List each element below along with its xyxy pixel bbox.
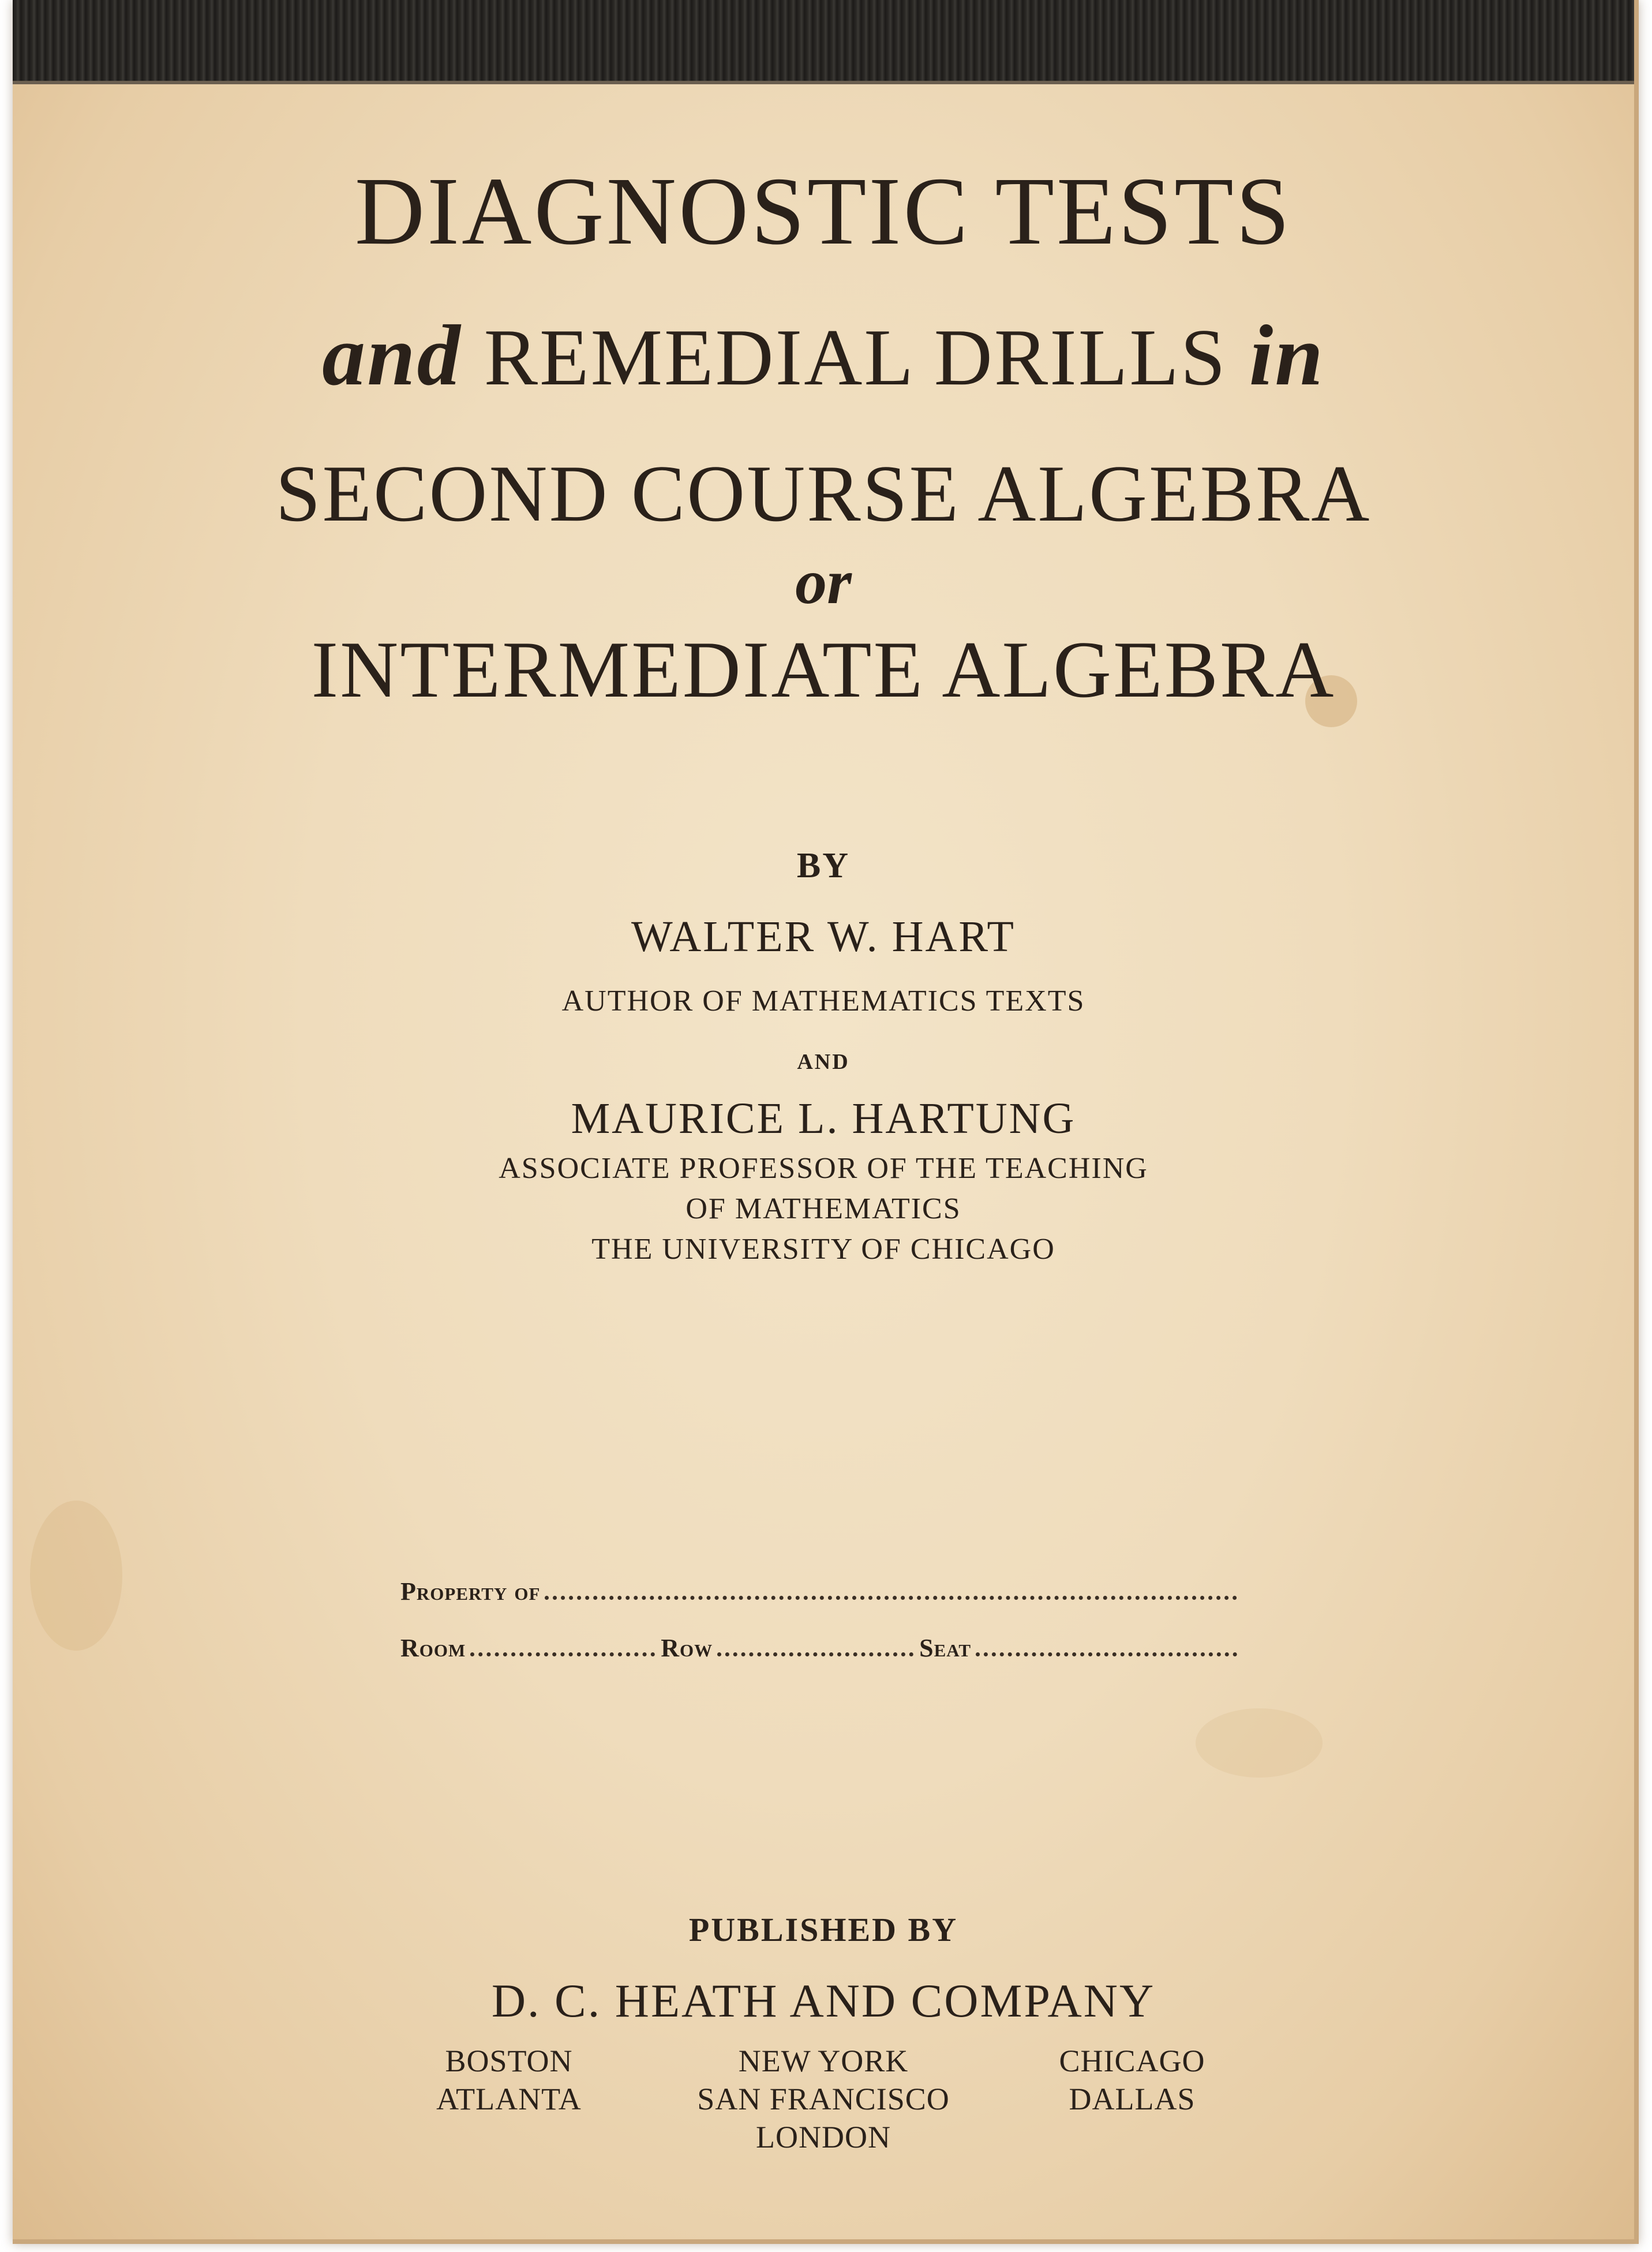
room-row-seat-line [400, 1633, 1243, 1663]
property-of-label: Property of [400, 1577, 541, 1606]
published-by: PUBLISHED BY [688, 1911, 958, 1948]
title-line-3: SECOND COURSE ALGEBRA [275, 449, 1372, 538]
title-line-2 [13, 306, 1634, 405]
title-line-5: INTERMEDIATE ALGEBRA [311, 625, 1336, 714]
title-word-and: and [322, 308, 462, 403]
city-london: LONDON [756, 2120, 891, 2154]
seat-blank [976, 1647, 1237, 1656]
cloth-spine [13, 0, 1634, 84]
publisher-name: D. C. HEATH AND COMPANY [491, 1974, 1156, 2027]
city-atlanta: ATLANTA [436, 2082, 582, 2116]
author-1-description: AUTHOR OF MATHEMATICS TEXTS [561, 985, 1085, 1017]
title-word-in: in [1249, 308, 1325, 403]
row-label: Row [661, 1634, 713, 1662]
property-of-line [400, 1577, 1243, 1606]
seat-label: Seat [919, 1634, 972, 1662]
author-2-description-line-2: OF MATHEMATICS [685, 1192, 961, 1225]
room-blank [470, 1647, 655, 1656]
byline-by: BY [796, 846, 851, 885]
author-2-description-line-1: ASSOCIATE PROFESSOR OF THE TEACHING [499, 1152, 1148, 1185]
author-2-description-line-3: THE UNIVERSITY OF CHICAGO [591, 1233, 1055, 1266]
city-new-york: NEW YORK [738, 2044, 909, 2078]
city-chicago: CHICAGO [1059, 2044, 1205, 2078]
city-san-francisco: SAN FRANCISCO [697, 2082, 950, 2116]
book-cover [13, 0, 1639, 2244]
byline-and: AND [797, 1050, 850, 1074]
city-boston: BOSTON [445, 2044, 573, 2078]
paper-stain [30, 1501, 122, 1651]
paper-stain [1196, 1708, 1323, 1778]
title-remedial-drills: REMEDIAL DRILLS [484, 313, 1227, 402]
author-1-name: WALTER W. HART [631, 912, 1016, 961]
city-dallas: DALLAS [1069, 2082, 1196, 2116]
author-2-name: MAURICE L. HARTUNG [571, 1094, 1076, 1143]
property-of-blank [545, 1590, 1237, 1600]
room-label: Room [400, 1634, 466, 1662]
title-line-4: or [795, 547, 852, 617]
row-blank [717, 1647, 913, 1656]
title-line-1: DIAGNOSTIC TESTS [354, 158, 1293, 265]
